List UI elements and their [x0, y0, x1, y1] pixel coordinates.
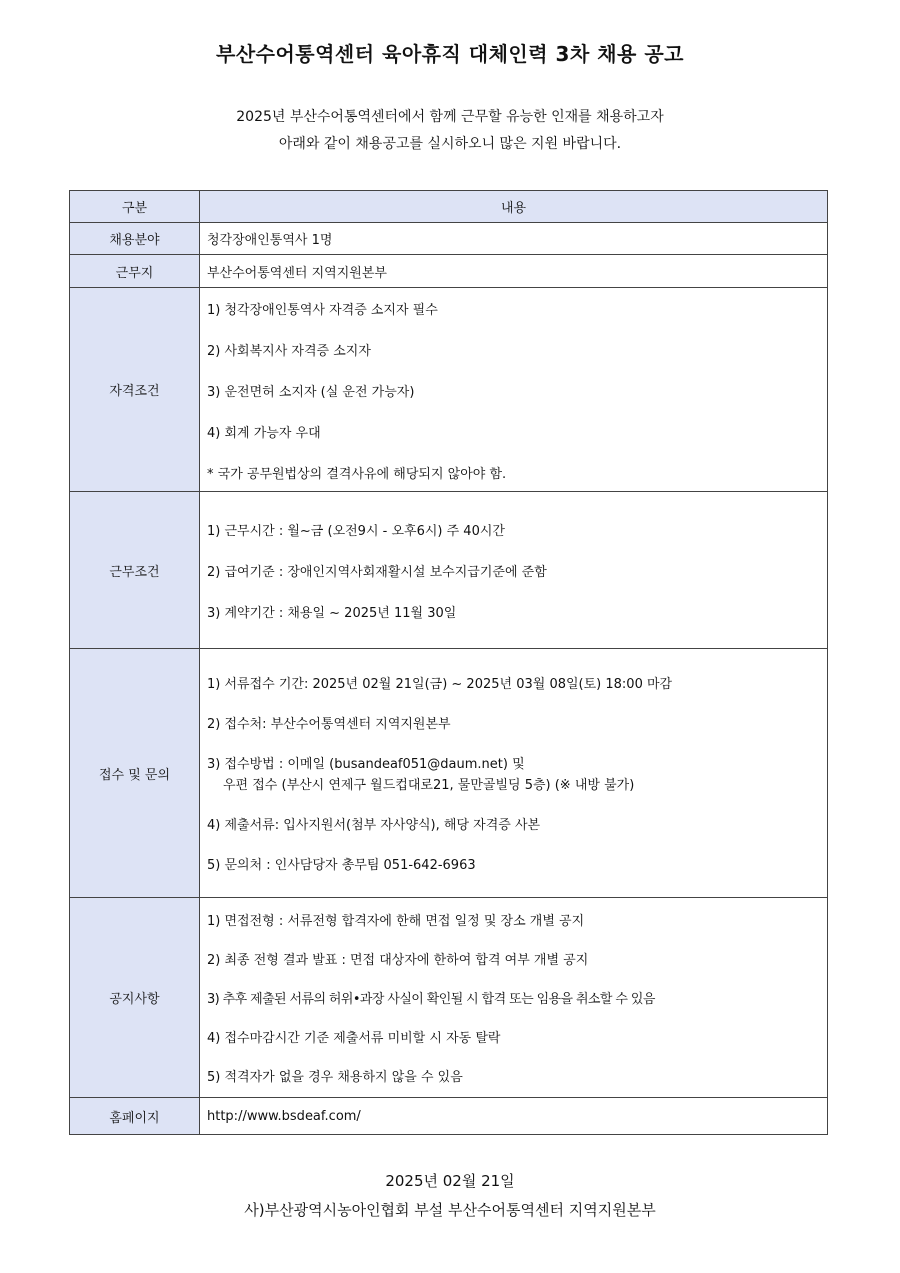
value-workplace: 부산수어통역센터 지역지원본부 [200, 255, 828, 288]
qualification-item: 1) 청각장애인통역사 자격증 소지자 필수 [207, 303, 438, 318]
page-title: 부산수어통역센터 육아휴직 대체인력 3차 채용 공고 [216, 42, 684, 66]
qualification-note: * 국가 공무원법상의 결격사유에 해당되지 않아야 함. [207, 467, 507, 482]
value-field: 청각장애인통역사 1명 [200, 223, 828, 255]
homepage-link[interactable]: http://www.bsdeaf.com/ [200, 1098, 828, 1135]
header-category: 구분 [70, 191, 200, 223]
qualification-item: 2) 사회복지사 자격증 소지자 [207, 344, 371, 359]
value-conditions [200, 492, 828, 649]
value-application [200, 649, 828, 898]
intro-line-2: 아래와 같이 채용공고를 실시하오니 많은 지원 바랍니다. [278, 136, 622, 152]
row-conditions [70, 492, 828, 649]
organization-name: 사)부산광역시농아인협회 부설 부산수어통역센터 지역지원본부 [244, 1201, 656, 1219]
application-item: 3) 접수방법 : 이메일 (busandeaf051@daum.net) 및 [207, 757, 525, 772]
value-qualifications [200, 288, 828, 492]
label-notices: 공지사항 [70, 898, 200, 1098]
qualification-item: 4) 회계 가능자 우대 [207, 426, 321, 441]
row-homepage [70, 1098, 828, 1135]
notice-item: 5) 적격자가 없을 경우 채용하지 않을 수 있음 [207, 1070, 463, 1085]
announcement-date: 2025년 02월 21일 [385, 1172, 515, 1190]
row-notices [70, 898, 828, 1098]
row-application [70, 649, 828, 898]
intro-line-1: 2025년 부산수어통역센터에서 함께 근무할 유능한 인재를 채용하고자 [236, 109, 664, 125]
row-qualifications [70, 288, 828, 492]
application-item: 2) 접수처: 부산수어통역센터 지역지원본부 [207, 717, 451, 732]
recruitment-table [69, 190, 828, 1135]
condition-item: 2) 급여기준 : 장애인지역사회재활시설 보수지급기준에 준함 [207, 564, 547, 580]
qualification-item: 3) 운전면허 소지자 (실 운전 가능자) [207, 385, 415, 400]
application-item-continued: 우편 접수 (부산시 연제구 월드컵대로21, 물만골빌딩 5층) (※ 내방 불가) [223, 778, 635, 793]
label-conditions: 근무조건 [70, 492, 200, 649]
application-item: 1) 서류접수 기간: 2025년 02월 21일(금) ~ 2025년 03월 08일(토) 18:00 마감 [207, 677, 673, 692]
label-qualifications: 자격조건 [70, 288, 200, 492]
notice-item: 3) 추후 제출된 서류의 허위•과장 사실이 확인될 시 합격 또는 임용을 취소할 수 있음 [207, 992, 655, 1007]
notice-item: 4) 접수마감시간 기준 제출서류 미비할 시 자동 탈락 [207, 1031, 501, 1046]
row-workplace [70, 255, 828, 288]
condition-item: 1) 근무시간 : 월~금 (오전9시 - 오후6시) 주 40시간 [207, 523, 505, 539]
notice-item: 2) 최종 전형 결과 발표 : 면접 대상자에 한하여 합격 여부 개별 공지 [207, 953, 589, 968]
label-field: 채용분야 [70, 223, 200, 255]
intro-text [0, 104, 900, 158]
value-notices [200, 898, 828, 1098]
label-homepage: 홈페이지 [70, 1098, 200, 1135]
label-workplace: 근무지 [70, 255, 200, 288]
application-item: 5) 문의처 : 인사담당자 총무팀 051-642-6963 [207, 858, 476, 873]
label-application: 접수 및 문의 [70, 649, 200, 898]
notice-item: 1) 면접전형 : 서류전형 합격자에 한해 면접 일정 및 장소 개별 공지 [207, 914, 585, 929]
header-content: 내용 [200, 191, 828, 223]
row-field [70, 223, 828, 255]
table-header-row [70, 191, 828, 223]
application-item: 4) 제출서류: 입사지원서(첨부 자사양식), 해당 자격증 사본 [207, 818, 541, 833]
condition-item: 3) 계약기간 : 채용일 ~ 2025년 11월 30일 [207, 605, 457, 621]
